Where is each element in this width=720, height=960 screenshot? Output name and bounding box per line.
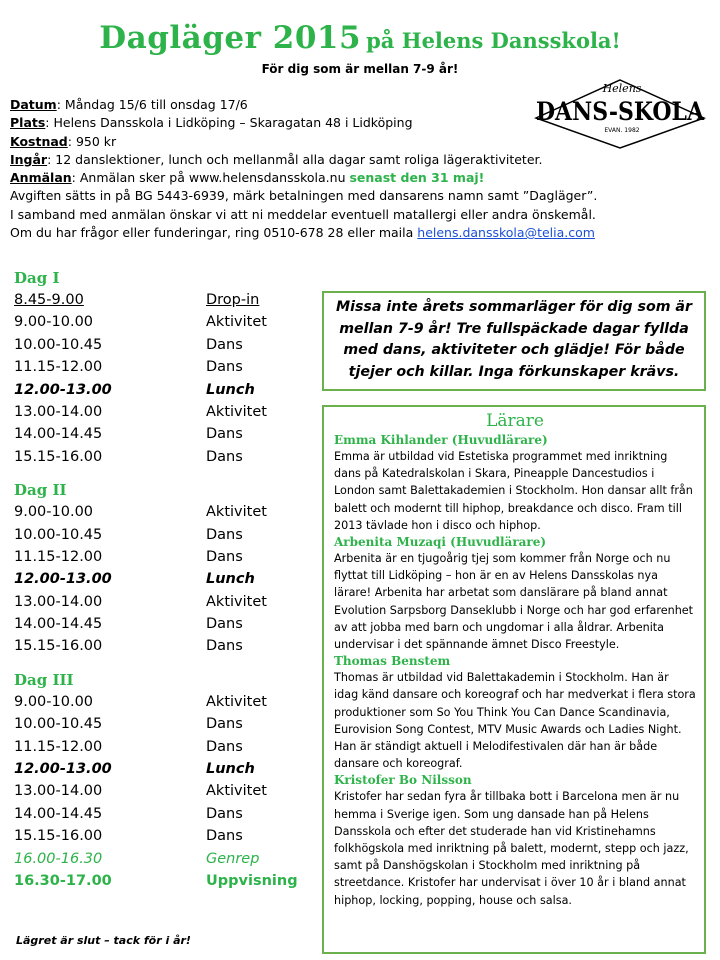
promo-box: Missa inte årets sommarläger för dig som är mellan 7-9 år! Tre fullspäckade dagar fyllda med dans, aktiviteter och glädje! För både tjejer och killar. Inga förkunskaper krävs. xyxy=(322,291,706,391)
teacher-name: Kristofer Bo Nilsson xyxy=(334,773,472,788)
info-avgift: Avgiften sätts in på BG 5443-6939, märk betalningen med dansarens namn samt ”Dagläger”. xyxy=(10,188,598,204)
schedule-row-genrep: 16.00-16.30 Genrep xyxy=(14,850,260,867)
info-plats: Plats: Helens Dansskola i Lidköping – Skaragatan 48 i Lidköping xyxy=(10,115,413,131)
schedule-row: 14.00-14.45 Dans xyxy=(14,616,243,633)
email-link[interactable]: helens.dansskola@telia.com xyxy=(417,225,595,241)
teacher-bio: Thomas är utbildad vid Balettakademin i Stockholm. Han är idag känd dansare och koreograf och har medverkat i flera stora produktioner som So You Think You Can Dance Scandinavia, Eurovision Song Contest, MTV Music Awards och Ladies Night. Han är ständigt aktuell i Melodifestivalen där han är både dansare och koreograf. xyxy=(334,671,696,771)
teacher-name: Thomas Benstem xyxy=(334,654,451,669)
teacher-name: Arbenita Muzaqi (Huvudlärare) xyxy=(334,535,547,550)
teacher-bio: Arbenita är en tjugoårig tjej som kommer från Norge och nu flyttat till Lidköping – hon är en av Helens Dansskolas nya lärare! Arbenita har arbetat som danslärare på bland annat Evolution Sarpsborg Danseklubb i Norge och har god erfarenhet av att jobba med barn och ungdomar i alla åldrar. Arbenita undervisar i det spännande ämnet Disco Freestyle. xyxy=(334,552,694,652)
schedule-row: 15.15-16.00 Dans xyxy=(14,638,243,655)
schedule-row: 9.00-10.00 Aktivitet xyxy=(14,693,267,710)
schedule-row: 15.15-16.00 Dans xyxy=(14,448,243,465)
teachers-heading: Lärare xyxy=(486,411,544,431)
teacher-bio: Kristofer har sedan fyra år tillbaka bott i Barcelona men är nu hemma i Sverige igen. Som ung dansade han på Helens Dansskola och efter det studerade han vid Kristinehamns folkhögskola med inriktning på balett, modernt, stepp och jazz, samt på Danshögskolan i Stockholm med inriktning på streetdance. Kristofer har undervisat i över 10 år i bland annat hiphop, locking, popping, house och salsa. xyxy=(334,790,689,907)
page-subtitle: För dig som är mellan 7-9 år! xyxy=(261,62,459,76)
day3-title: Dag III xyxy=(14,670,74,689)
schedule-row: 10.00-10.45 Dans xyxy=(14,716,243,733)
info-datum: Datum: Måndag 15/6 till onsdag 17/6 xyxy=(10,97,248,112)
schedule-row: 13.00-14.00 Aktivitet xyxy=(14,783,267,800)
teacher-name: Emma Kihlander (Huvudlärare) xyxy=(334,433,548,447)
schedule-row: 13.00-14.00 Aktivitet xyxy=(14,403,267,420)
schedule-row-lunch: 12.00-13.00 Lunch xyxy=(14,761,255,778)
deadline-text: senast den 31 maj! xyxy=(349,170,485,186)
schedule-row: 10.00-10.45 Dans xyxy=(14,336,243,353)
schedule-row: 10.00-10.45 Dans xyxy=(14,526,243,543)
schedule-row-lunch: 12.00-13.00 Lunch xyxy=(14,571,255,588)
schedule-row: 13.00-14.00 Aktivitet xyxy=(14,593,267,610)
page-title xyxy=(0,20,720,56)
schedule-row-uppvisning: 16.30-17.00 Uppvisning xyxy=(14,872,298,889)
info-kontakt: Om du har frågor eller funderingar, ring 0510-678 28 eller maila helens.dansskola@telia.com xyxy=(10,225,595,241)
schedule-row: 11.15-12.00 Dans xyxy=(14,359,243,376)
info-allergi: I samband med anmälan önskar vi att ni meddelar eventuell matallergi eller andra önskemål. xyxy=(10,206,596,222)
info-ingar: Ingår: 12 danslektioner, lunch och mellanmål alla dagar samt roliga lägeraktiviteter. xyxy=(10,151,543,167)
schedule-row: 8.45-9.00 Drop-in xyxy=(14,292,260,308)
teachers-box xyxy=(322,405,706,954)
info-anmalan: Anmälan: Anmälan sker på www.helensdansskola.nu senast den 31 maj! xyxy=(10,170,485,186)
schedule-row: 11.15-12.00 Dans xyxy=(14,548,243,565)
logo-script: Helens xyxy=(602,82,642,95)
closing-text: Lägret är slut – tack för i år! xyxy=(16,934,191,947)
schedule-row: 15.15-16.00 Dans xyxy=(14,828,243,845)
schedule-row: 14.00-14.45 Dans xyxy=(14,426,243,443)
schedule-row: 9.00-10.00 Aktivitet xyxy=(14,504,267,521)
schedule-row-lunch: 12.00-13.00 Lunch xyxy=(14,381,255,398)
schedule xyxy=(14,268,304,892)
schedule-row: 11.15-12.00 Dans xyxy=(14,738,243,755)
title-main: Dagläger 2015 xyxy=(99,20,362,56)
info-block xyxy=(10,96,660,242)
logo-main: DANS-SKOLA xyxy=(536,97,705,126)
teacher-bio: Emma är utbildad vid Estetiska programmet med inriktning dans på Katedralskolan i Skara, Pineapple Dancestudios i London samt Balettakademien i Stockholm. Hon dansar allt från balett och modernt till hiphop, breakdance och disco. Fram till 2013 tävlade hon i disco och hiphop. xyxy=(334,450,693,532)
day1-title: Dag I xyxy=(14,269,60,287)
schedule-row: 14.00-14.45 Dans xyxy=(14,805,243,822)
title-rest: på Helens Dansskola! xyxy=(366,28,621,53)
schedule-row: 9.00-10.00 Aktivitet xyxy=(14,314,267,331)
logo-tagline: EVAN. 1982 xyxy=(604,127,640,134)
info-kostnad: Kostnad: 950 kr xyxy=(10,133,117,149)
day2-title: Dag II xyxy=(14,481,67,500)
